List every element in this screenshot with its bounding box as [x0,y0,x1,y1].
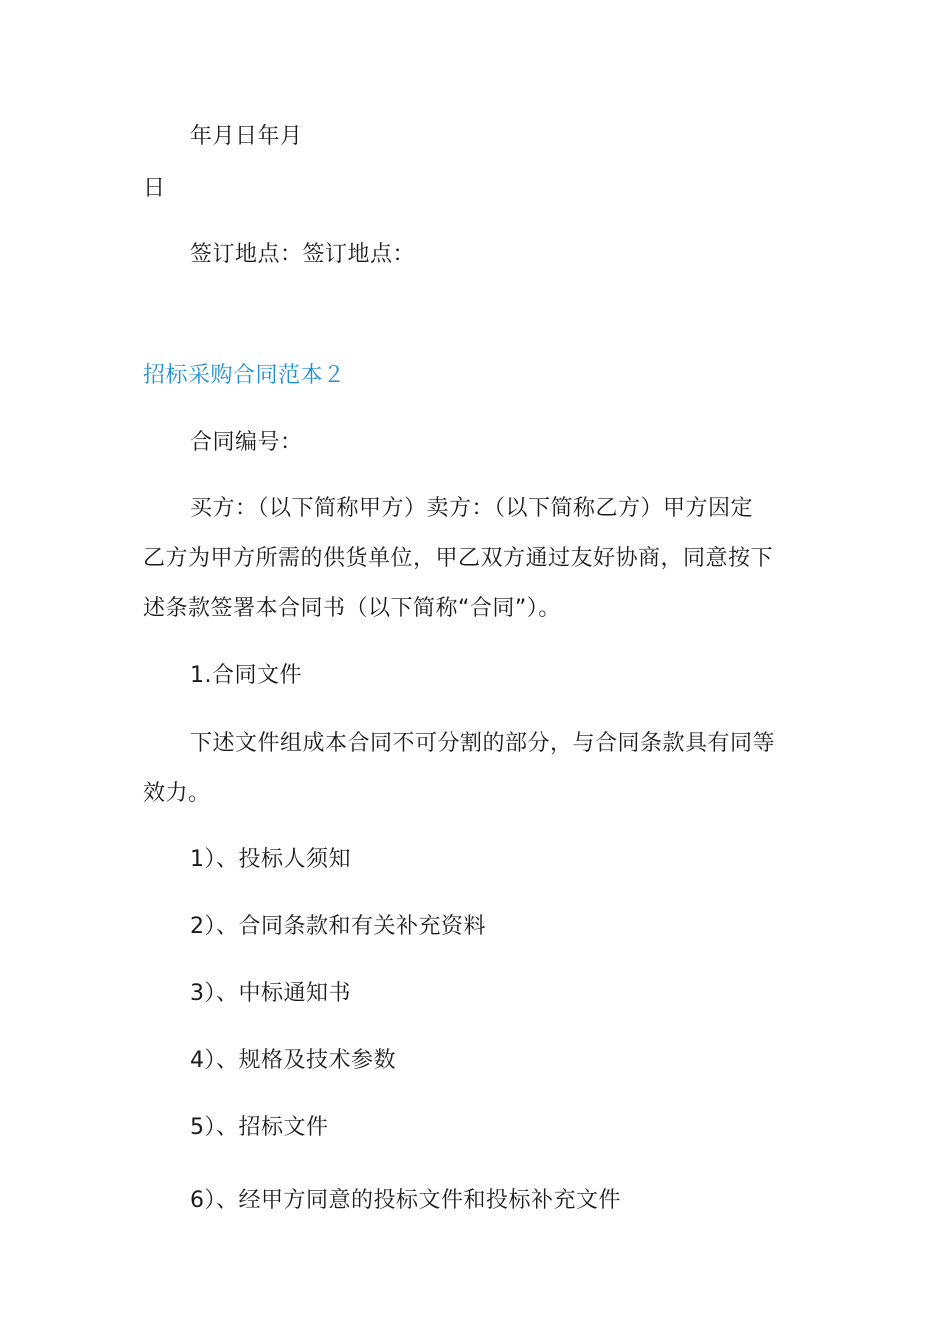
list-item: 6）、经甲方同意的投标文件和投标补充文件 [190,1188,621,1213]
contract-number-label: 合同编号： [190,430,303,455]
date-line-2: 日 [143,176,166,201]
section-title: 招标采购合同范本２ [143,363,346,388]
paragraph-1-line-2: 乙方为甲方所需的供货单位，甲乙双方通过友好协商，同意按下 [143,546,774,571]
paragraph-1-line-1: 买方：（以下简称甲方）卖方：（以下简称乙方）甲方因定 [190,496,754,521]
list-item: 2）、合同条款和有关补充资料 [190,914,486,939]
list-item: 3）、中标通知书 [190,981,351,1006]
paragraph-2-line-1: 下述文件组成本合同不可分割的部分，与合同条款具有同等 [190,731,776,756]
list-item: 1）、投标人须知 [190,847,351,872]
list-item: 4）、规格及技术参数 [190,1048,396,1073]
paragraph-2-line-2: 效力。 [143,781,211,806]
item-heading: 1.合同文件 [190,663,302,688]
signing-place: 签订地点：签订地点： [190,242,416,267]
paragraph-1-line-3: 述条款签署本合同书（以下简称“合同”）。 [143,596,561,621]
list-item: 5）、招标文件 [190,1115,329,1140]
date-line-1: 年月日年月 [190,124,303,149]
